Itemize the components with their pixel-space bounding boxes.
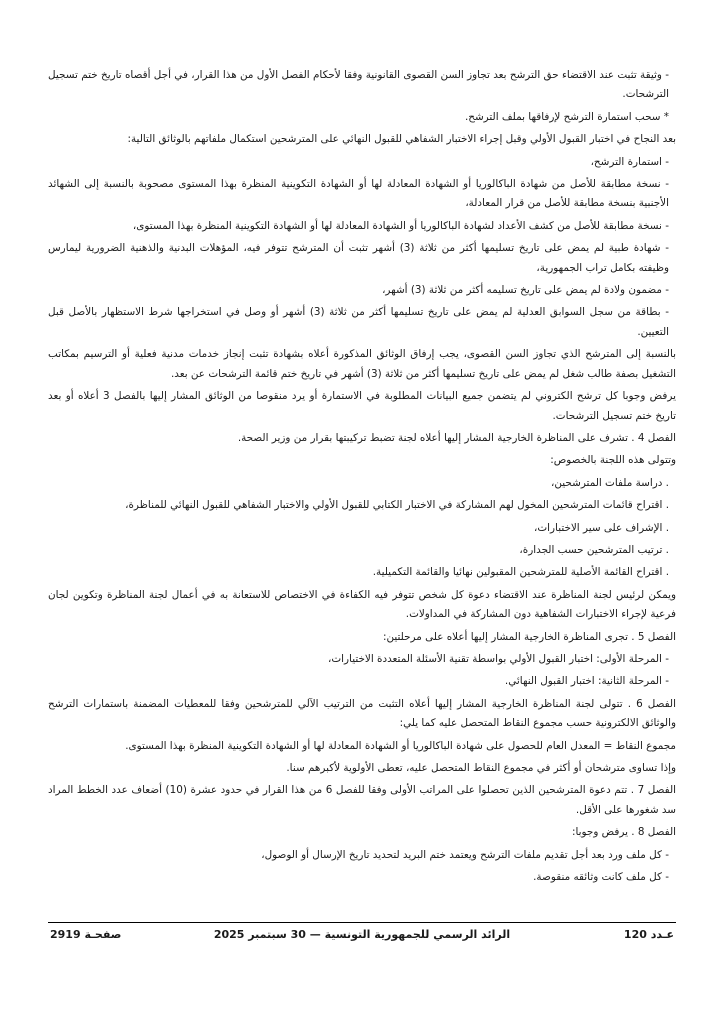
paragraph: * سحب استمارة الترشح لإرفاقها بملف الترشح. (464, 110, 669, 123)
article-4: الفصل 4 . تشرف على المناظرة الخارجية المشار إليها أعلاه لجنة تضبط تركيبتها بقرار من وزير الصحة. (237, 431, 676, 444)
paragraph: وإذا تساوى مترشحان أو أكثر في مجموع النقاط المتحصل عليه، تعطى الأولوية لأكبرهم سنا. (286, 762, 676, 774)
list-item: - استمارة الترشح، (590, 155, 669, 168)
list-item: - نسخة مطابقة للأصل من كشف الأعداد لشهادة الباكالوريا أو الشهادة المعادلة لها أو الشهادة التكوينية المنظرة بهذا المستوى، (132, 219, 669, 232)
list-item: - بطاقة من سجل السوابق العدلية لم يمض على تاريخ تسليمها أكثر من ثلاثة (3) أشهر أو وصل في استخراجها شرط الاستظهار بالأصل قبل التعيين. (48, 306, 669, 338)
paragraph: - وثيقة تثبت عند الاقتضاء حق الترشح بعد تجاوز السن القصوى القانونية وفقا لأحكام الفصل الأول من هذا القرار، في أجل أقصاه تاريخ ختم تسجيل الترشحات. (48, 69, 669, 101)
list-item: - كل ملف كانت وثائقه منقوصة. (533, 871, 669, 884)
list-item: . اقتراح القائمة الأصلية للمترشحين المقبولين نهائيا والقائمة التكميلية. (372, 566, 669, 579)
page-footer (48, 928, 676, 948)
list-item: . الإشراف على سير الاختبارات، (533, 521, 669, 534)
footer-divider (48, 922, 676, 923)
article-7: الفصل 7 . تتم دعوة المترشحين الذين تحصلوا على المراتب الأولى وفقا للفصل 6 من هذا القرار في حدود عشرة (10) أضعاف عدد الخطط المراد سد شغورها على الأقل. (48, 784, 676, 816)
list-item: - مضمون ولادة لم يمض على تاريخ تسليمه أكثر من ثلاثة (3) أشهر، (382, 284, 669, 297)
paragraph: بالنسبة إلى المترشح الذي تجاوز السن القصوى، يجب إرفاق الوثائق المذكورة أعلاه بشهادة تثبت إنجاز خدمات مدنية فعلية أو الترسيم بمكاتب التشغيل بصفة طالب شغل لم يمض على تاريخ تسليمها أكثر من ثلاثة (3) أشهر في تاريخ ختم قائمة الترشحات عن بعد. (48, 348, 676, 380)
article-6: الفصل 6 . تتولى لجنة المناظرة الخارجية المشار إليها أعلاه التثبت من الترتيب الآلي للمترشحين وفقا للمعطيات المضمنة باستمارات الترشح والوثائق الالكترونية حسب مجموع النقاط المتحصل عليه كما يلي: (48, 697, 676, 730)
issue-number: عـدد 120 (623, 928, 674, 941)
paragraph: ويمكن لرئيس لجنة المناظرة عند الاقتضاء دعوة كل شخص تتوفر فيه الكفاءة في الاختصاص للاستعانة به في أعمال لجنة المناظرة وتكوين لجان فرعية لإجراء الاختبارات الشفاهية دون المشاركة في المداولات. (48, 588, 676, 621)
paragraph: وتتولى هذه اللجنة بالخصوص: (550, 454, 676, 467)
list-item: - المرحلة الثانية: اختبار القبول النهائي. (504, 675, 669, 688)
list-item: - كل ملف ورد بعد أجل تقديم ملفات الترشح ويعتمد ختم البريد لتحديد تاريخ الإرسال أو الوصول، (261, 848, 669, 861)
list-item: . دراسة ملفات المترشحين، (551, 476, 669, 489)
article-8: الفصل 8 . يرفض وجوبا: (571, 826, 676, 839)
list-item: - نسخة مطابقة للأصل من شهادة الباكالوريا أو الشهادة المعادلة لها أو الشهادة التكوينية المنظرة بهذا المستوى مصحوبة بالنسبة إلى الشهائد الأجنبية بنسخة مطابقة للأصل من قرار المعادلة، (48, 178, 669, 210)
article-5: الفصل 5 . تجرى المناظرة الخارجية المشار إليها أعلاه على مرحلتين: (382, 630, 676, 643)
paragraph: يرفض وجوبا كل ترشح الكتروني لم يتضمن جميع البيانات المطلوبة في الاستمارة أو يرد منقوصا من الوثائق المشار إليها بالفصل 3 أعلاه أو بعد تاريخ ختم تسجيل الترشحات. (48, 390, 676, 422)
page-number: صفحـة 2919 (50, 928, 122, 941)
list-item: . ترتيب المترشحين حسب الجدارة، (519, 543, 669, 556)
paragraph: بعد النجاح في اختبار القبول الأولي وقبل إجراء الاختبار الشفاهي للقبول النهائي على المترشحين استكمال ملفاتهم بالوثائق التالية: (127, 133, 676, 146)
list-item: - شهادة طبية لم يمض على تاريخ تسليمها أكثر من ثلاثة (3) أشهر تثبت أن المترشح تتوفر فيه، المؤهلات البدنية والذهنية الضرورية ليمارس وظيفته بكامل تراب الجمهورية، (48, 242, 669, 274)
journal-title: الرائد الرسمي للجمهورية التونسية — 30 سبتمبر 2025 (213, 928, 511, 941)
list-item: . اقتراح قائمات المترشحين المخول لهم المشاركة في الاختبار الكتابي للقبول الأولي والاختبار الشفاهي للقبول النهائي للمناظرة، (125, 499, 669, 512)
list-item: - المرحلة الأولى: اختبار القبول الأولي بواسطة تقنية الأسئلة المتعددة الاختيارات، (328, 652, 669, 665)
document-body (48, 66, 676, 924)
formula-paragraph: مجموع النقاط = المعدل العام للحصول على شهادة الباكالوريا أو الشهادة المعادلة لها أو الشهادة التكوينية المنظرة بهذا المستوى. (125, 739, 676, 752)
